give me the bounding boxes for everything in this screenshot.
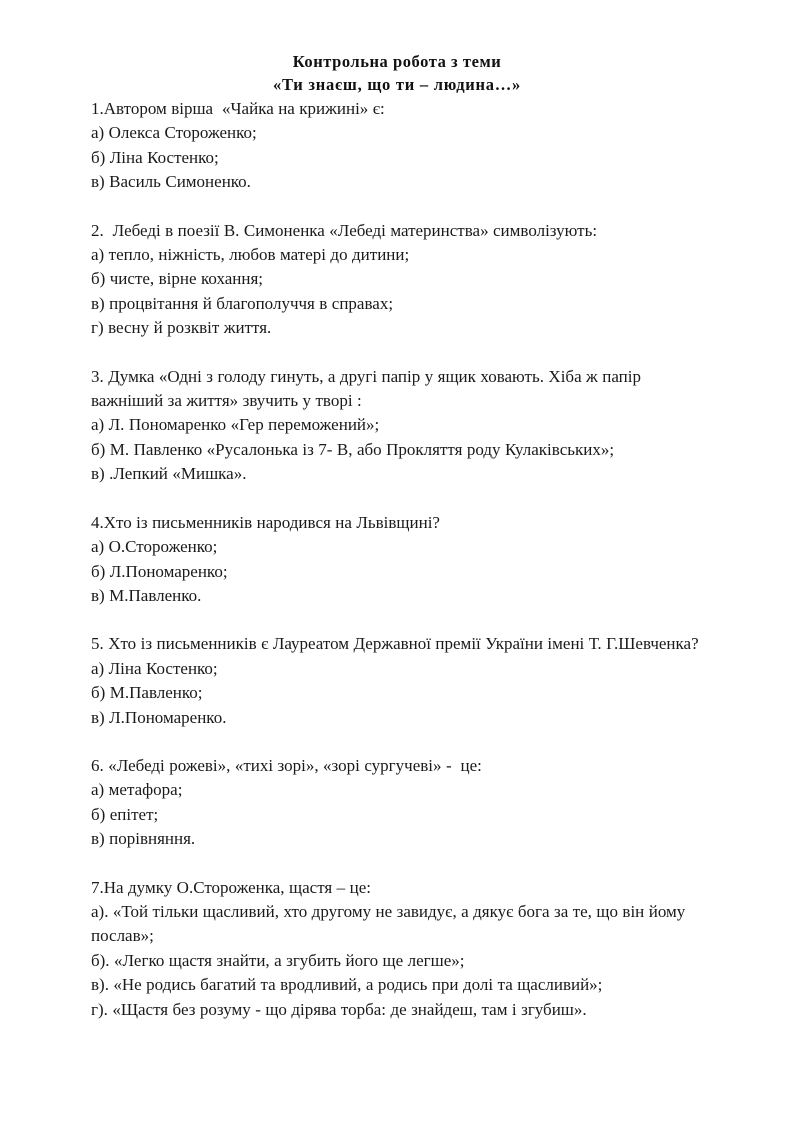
question-option: в). «Не родись багатий та вродливий, а родись при долі та щасливий»; bbox=[91, 975, 603, 995]
document-title bbox=[91, 50, 703, 96]
question-block bbox=[91, 632, 703, 730]
question-option: в) Василь Симоненко. bbox=[91, 172, 251, 192]
question-option: б) епітет; bbox=[91, 804, 159, 824]
document-content bbox=[91, 50, 703, 1022]
question-option: б). «Легко щастя знайти, а згубить його ще легше»; bbox=[91, 950, 465, 970]
question-option: б) М. Павленко «Русалонька із 7- В, або Прокляття роду Кулаківських»; bbox=[91, 439, 615, 459]
question-option: г). «Щастя без розуму - що дірява торба: де знайдеш, там і згубиш». bbox=[91, 999, 587, 1019]
question-option: а) метафора; bbox=[91, 780, 183, 800]
question-option: а) Олекса Стороженко; bbox=[91, 123, 257, 143]
question-option: а) тепло, ніжність, любов матері до дитини; bbox=[91, 245, 410, 265]
question-option: б) Л.Пономаренко; bbox=[91, 561, 228, 581]
question-block bbox=[91, 97, 703, 195]
question-stem: 7.На думку О.Стороженка, щастя – це: bbox=[91, 877, 371, 897]
question-option: в) М.Павленко. bbox=[91, 585, 202, 605]
question-option: б) М.Павленко; bbox=[91, 683, 203, 703]
question-option: б) чисте, вірне кохання; bbox=[91, 269, 264, 289]
question-option: б) Ліна Костенко; bbox=[91, 147, 219, 167]
question-block bbox=[91, 219, 703, 341]
question-stem: 6. «Лебеді рожеві», «тихі зорі», «зорі сургучеві» - це: bbox=[91, 755, 482, 775]
question-stem: 3. Думка «Одні з голоду гинуть, а другі папір у ящик ховають. Хіба ж папір важніший за життя» звучить у творі : bbox=[91, 366, 646, 411]
question-option: в) процвітання й благополуччя в справах; bbox=[91, 293, 394, 313]
question-option: в) .Лепкий «Мишка». bbox=[91, 464, 247, 484]
document-title-line-1: Контрольна робота з теми bbox=[292, 52, 502, 71]
question-option: г) весну й розквіт життя. bbox=[91, 318, 272, 338]
question-block bbox=[91, 365, 703, 487]
question-stem: 2. Лебеді в поезії В. Симоненка «Лебеді материнства» символізують: bbox=[91, 220, 598, 240]
question-option: в) порівняння. bbox=[91, 829, 196, 849]
question-block bbox=[91, 511, 703, 609]
question-option: а). «Той тільки щасливий, хто другому не завидує, а дякує бога за те, що він йому послав»; bbox=[91, 901, 690, 946]
question-option: в) Л.Пономаренко. bbox=[91, 707, 227, 727]
question-option: а) Л. Пономаренко «Гер переможений»; bbox=[91, 415, 380, 435]
question-stem: 1.Автором вірша «Чайка на крижині» є: bbox=[91, 99, 385, 118]
question-stem: 4.Хто із письменників народився на Львівщині? bbox=[91, 512, 440, 532]
document-title-line-2: «Ти знаєш, що ти – людина…» bbox=[272, 75, 522, 94]
question-block bbox=[91, 876, 703, 1022]
question-block bbox=[91, 754, 703, 852]
question-option: а) О.Стороженко; bbox=[91, 537, 218, 557]
question-stem: 5. Хто із письменників є Лауреатом Державної премії України імені Т. Г.Шевченка? bbox=[91, 634, 699, 654]
question-option: а) Ліна Костенко; bbox=[91, 658, 218, 678]
